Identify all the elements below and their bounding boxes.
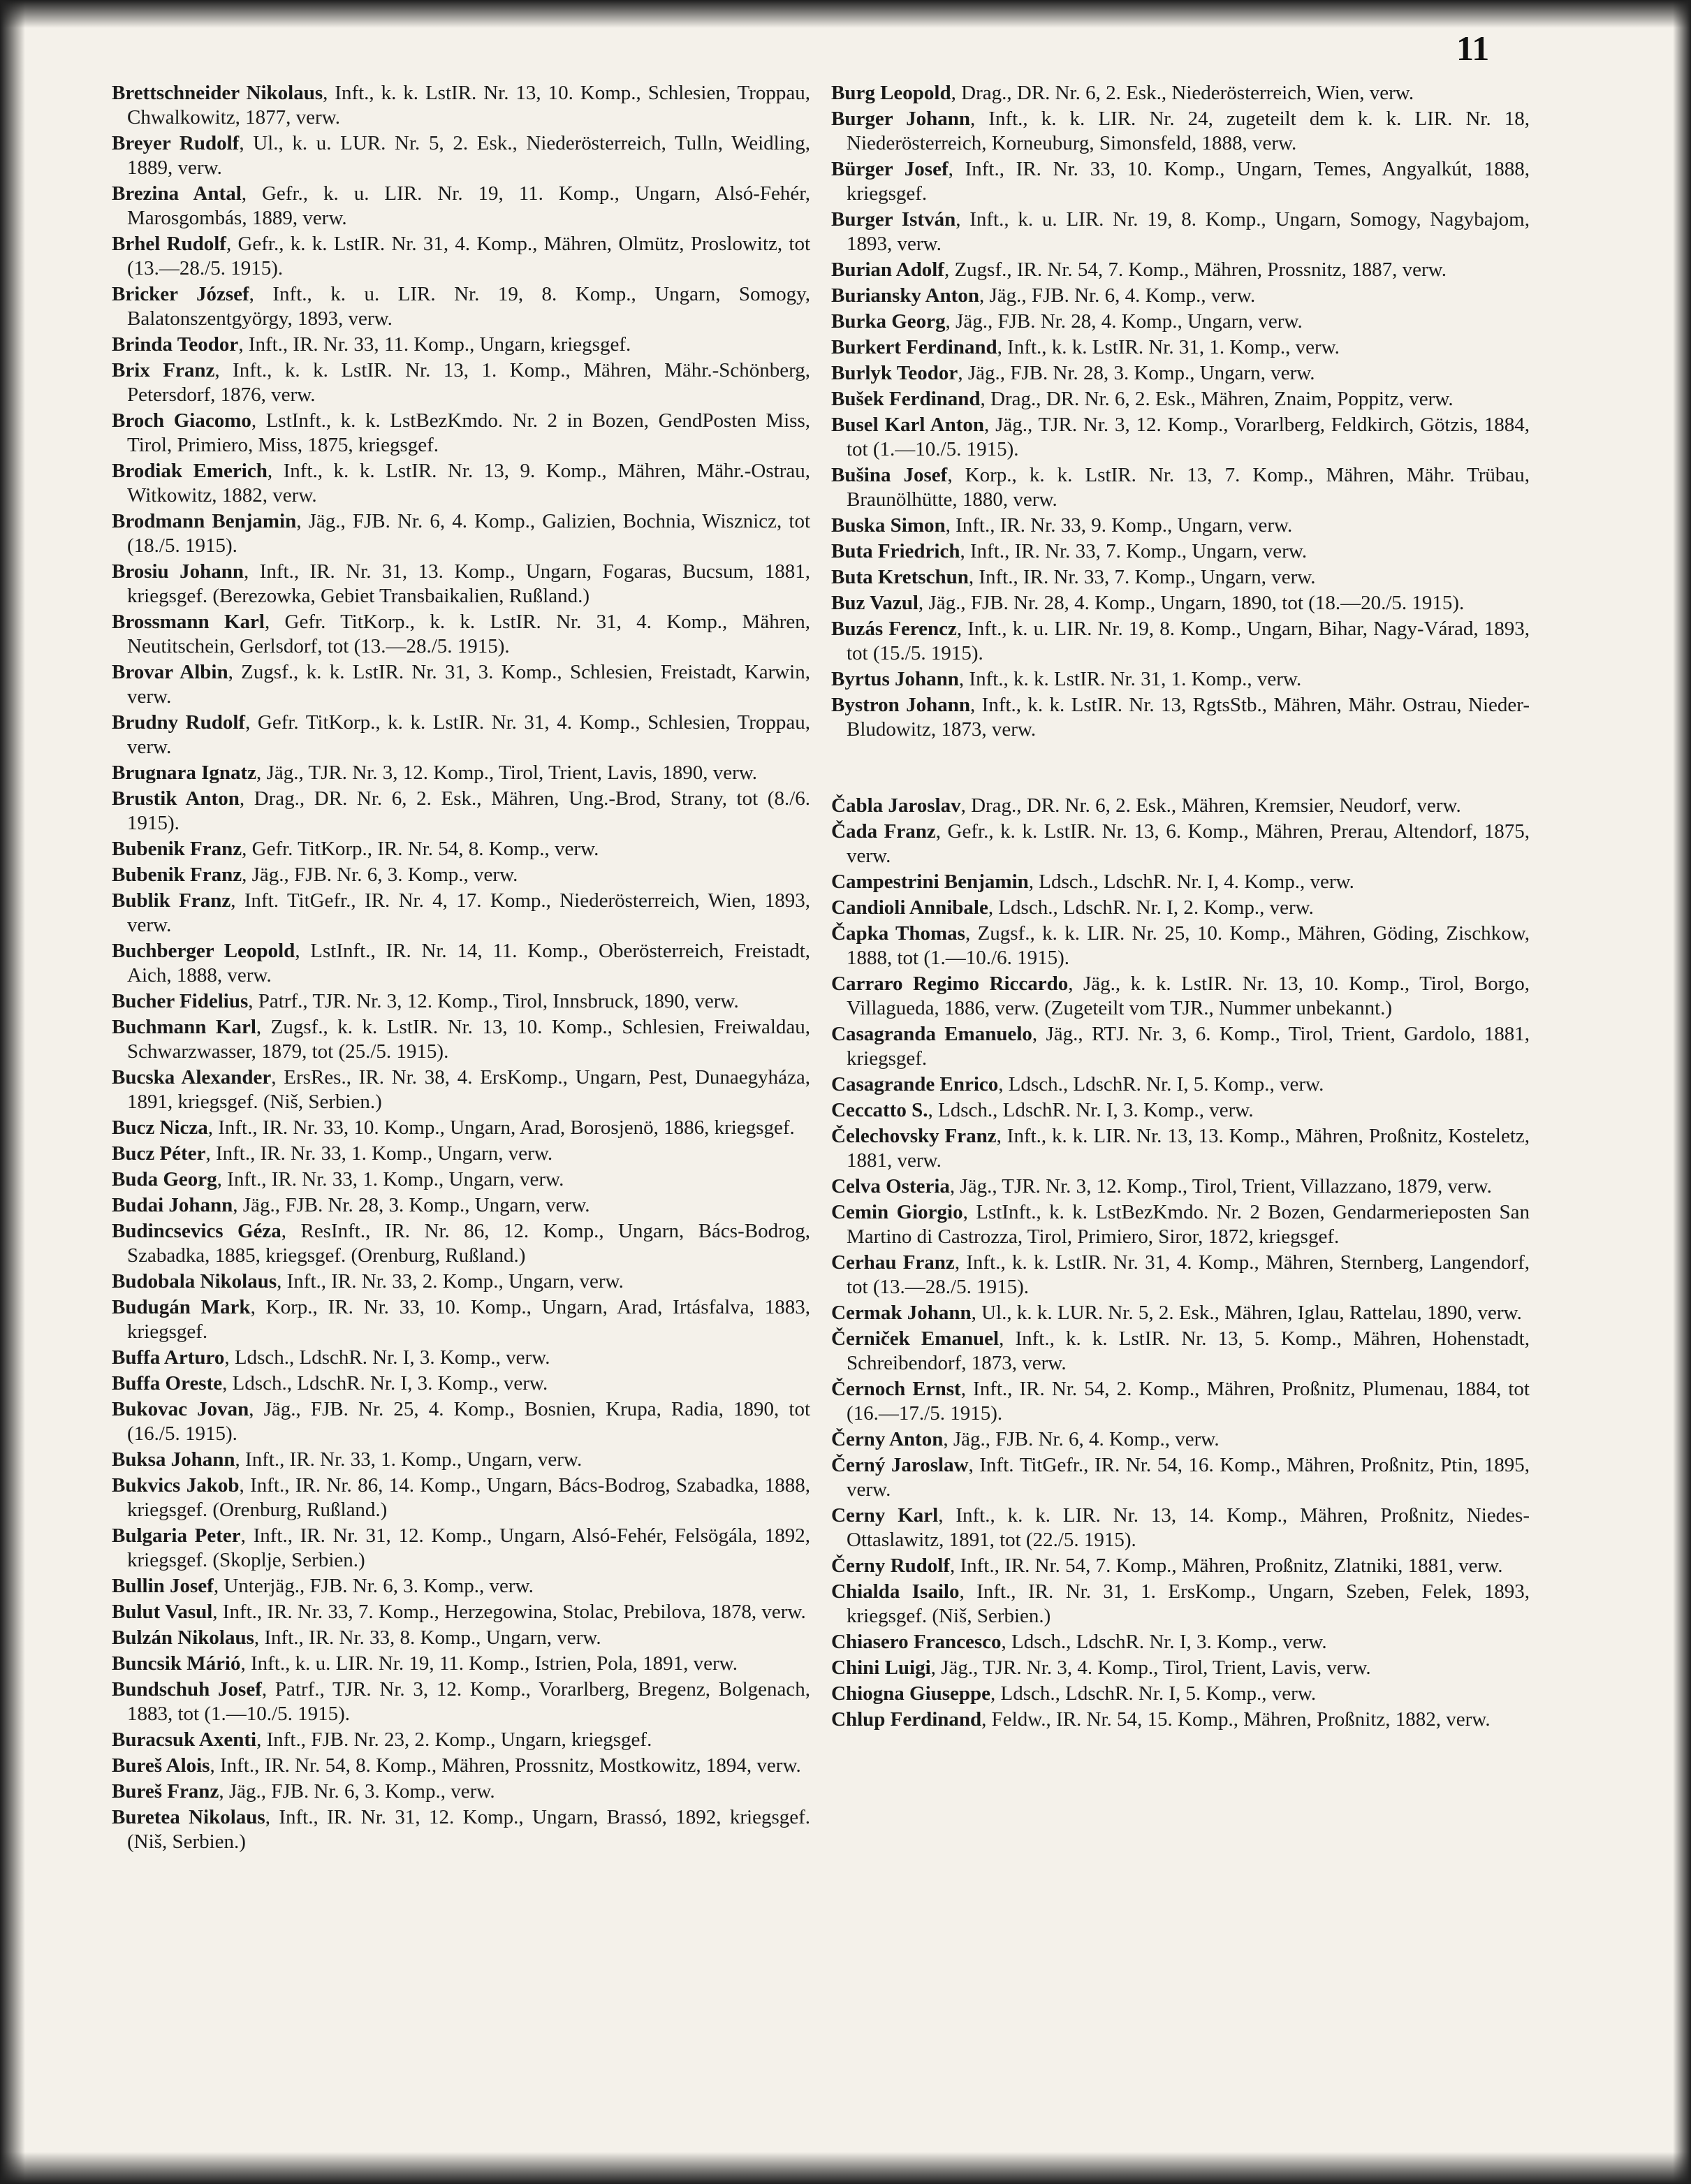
list-entry (831, 514, 1530, 538)
entry-details: , Inft., k. u. LIR. Nr. 19, 8. Komp., Ungarn, Bihar, Nagy-Várad, 1893, tot (15./5. 1915). (847, 618, 1530, 664)
list-entry (831, 1427, 1530, 1452)
entry-details: , Inft., IR. Nr. 33, 7. Komp., Ungarn, verw. (968, 566, 1316, 588)
list-entry (831, 1174, 1530, 1199)
entry-name: Buncsik Márió (112, 1652, 241, 1675)
entry-details: , Inft., k. k. LstIR. Nr. 31, 1. Komp., verw. (958, 668, 1302, 690)
list-entry (112, 1269, 810, 1294)
entry-name: Buta Friedrich (831, 540, 960, 562)
entry-details: , Ul., k. k. LUR. Nr. 5, 2. Esk., Mähren, Iglau, Rattelau, 1890, verw. (971, 1302, 1522, 1324)
list-entry (112, 1065, 810, 1114)
entry-name: Cermak Johann (831, 1302, 972, 1324)
entry-name: Buffa Arturo (112, 1346, 225, 1369)
entry-name: Cerhau Franz (831, 1251, 955, 1274)
list-entry (112, 989, 810, 1014)
list-entry (831, 1554, 1530, 1578)
list-entry (831, 463, 1530, 512)
entry-details: , Jäg., FJB. Nr. 6, 4. Komp., Galizien, Bochnia, Wisznicz, tot (18./5. 1915). (127, 510, 810, 557)
list-entry (831, 1630, 1530, 1654)
entry-details: , Inft., k. k. LstIR. Nr. 31, 4. Komp., Mähren, Sternberg, Langendorf, tot (13.—28./5. 1915). (847, 1251, 1530, 1298)
list-entry (112, 282, 810, 331)
list-entry (112, 1754, 810, 1778)
entry-details: , Inft., IR. Nr. 33, 11. Komp., Ungarn, kriegsgef. (238, 333, 631, 356)
entry-name: Brossmann Karl (112, 611, 265, 633)
list-entry (112, 939, 810, 988)
entry-details: , Inft., IR. Nr. 54, 8. Komp., Mähren, Prossnitz, Mostkowitz, 1894, verw. (210, 1754, 801, 1777)
list-entry (831, 1327, 1530, 1376)
list-entry (831, 1072, 1530, 1097)
entry-name: Bullin Josef (112, 1575, 214, 1597)
list-entry (831, 972, 1530, 1021)
list-entry (112, 1473, 810, 1522)
entry-details: , Jäg., k. k. LstIR. Nr. 13, 10. Komp., Tirol, Borgo, Villagueda, 1886, verw. (Zugeteilt vom TJR., Nummer unbekannt.) (847, 973, 1530, 1019)
entry-name: Bulut Vasul (112, 1601, 213, 1623)
right-column-b-entries (831, 81, 1530, 742)
entry-name: Bureš Franz (112, 1780, 219, 1803)
page-number: 11 (1456, 29, 1490, 68)
entry-details: , Inft., k. k. LstIR. Nr. 13, RgtsStb., Mähren, Mähr. Ostrau, Nieder-Bludowitz, 1873, verw. (847, 694, 1530, 741)
entry-details: , Drag., DR. Nr. 6, 2. Esk., Mähren, Kremsier, Neudorf, verw. (960, 794, 1461, 817)
entry-details: , Jäg., FJB. Nr. 28, 4. Komp., Ungarn, 1890, tot (18.—20./5. 1915). (918, 592, 1465, 614)
list-entry (831, 565, 1530, 590)
scan-edge-bottom (0, 2152, 1691, 2184)
list-entry (831, 1580, 1530, 1629)
entry-name: Budobala Nikolaus (112, 1270, 277, 1293)
list-entry (831, 157, 1530, 206)
entry-name: Chlup Ferdinand (831, 1708, 982, 1731)
list-entry (831, 539, 1530, 564)
list-entry (112, 1142, 810, 1166)
entry-name: Černy Rudolf (831, 1555, 950, 1577)
list-entry (112, 837, 810, 861)
entry-details: , Inft., IR. Nr. 33, 10. Komp., Ungarn, Arad, Borosjenö, 1886, kriegsgef. (207, 1116, 795, 1139)
entry-name: Casagranda Emanuelo (831, 1023, 1032, 1045)
entry-name: Buchberger Leopold (112, 940, 295, 962)
entry-details: , Jäg., TJR. Nr. 3, 12. Komp., Tirol, Trient, Lavis, 1890, verw. (256, 762, 758, 784)
list-entry (831, 413, 1530, 462)
list-entry (831, 922, 1530, 970)
list-entry (831, 81, 1530, 105)
entry-details: , Jäg., FJB. Nr. 6, 4. Komp., verw. (979, 284, 1256, 307)
entry-name: Buzás Ferencz (831, 618, 957, 640)
list-entry (831, 591, 1530, 616)
entry-details: , Inft., IR. Nr. 86, 14. Komp., Ungarn, Bács-Bodrog, Szabadka, 1888, kriegsgef. (Orenburg, Rußland.) (127, 1474, 810, 1521)
scan-edge-top (0, 0, 1691, 28)
list-entry (112, 1728, 810, 1752)
entry-details: , Korp., IR. Nr. 33, 10. Komp., Ungarn, Arad, Irtásfalva, 1883, kriegsgef. (127, 1296, 810, 1343)
entry-details: , Inft., k. k. LstIR. Nr. 13, 1. Komp., Mähren, Mähr.-Schönberg, Petersdorf, 1876, verw. (127, 359, 810, 406)
entry-name: Bystron Johann (831, 694, 971, 716)
list-entry (831, 1377, 1530, 1426)
entry-name: Bucz Nicza (112, 1116, 208, 1139)
section-gap (831, 743, 1530, 794)
entry-details: , Inft., IR. Nr. 33, 1. Komp., Ungarn, verw. (235, 1448, 583, 1471)
entry-name: Brezina Antal (112, 182, 242, 205)
entry-details: , Inft., IR. Nr. 33, 9. Komp., Ungarn, verw. (945, 514, 1293, 537)
entry-details: , Zugsf., k. k. LstIR. Nr. 13, 10. Komp., Schlesien, Freiwaldau, Schwarzwasser, 1879, tot (25./5. 1915). (127, 1016, 810, 1063)
list-entry (831, 1504, 1530, 1552)
list-entry (112, 660, 810, 709)
list-entry (112, 863, 810, 887)
entry-details: , Inft., k. k. LIR. Nr. 13, 13. Komp., Mähren, Proßnitz, Kosteletz, 1881, verw. (847, 1125, 1530, 1172)
list-entry (112, 1524, 810, 1573)
entry-name: Budai Johann (112, 1194, 233, 1216)
entry-name: Bukvics Jakob (112, 1474, 240, 1497)
list-entry (112, 711, 810, 759)
entry-details: , Inft., k. u. LIR. Nr. 19, 8. Komp., Ungarn, Somogy, Balatonszentgyörgy, 1893, verw. (127, 283, 810, 330)
left-column (112, 81, 810, 1856)
entry-name: Bušina Josef (831, 464, 948, 486)
entry-details: , Drag., DR. Nr. 6, 2. Esk., Mähren, Ung.-Brod, Strany, tot (8./6. 1915). (127, 787, 810, 834)
list-entry (112, 1116, 810, 1140)
entry-details: , Gefr. TitKorp., k. k. LstIR. Nr. 31, 4. Komp., Mähren, Neutitschein, Gerlsdorf, tot (13.—28./5. 1915). (127, 611, 810, 657)
right-column (831, 81, 1530, 1733)
list-entry (831, 284, 1530, 308)
entry-name: Brudny Rudolf (112, 711, 246, 734)
entry-name: Černý Jaroslaw (831, 1454, 969, 1476)
list-entry (831, 1022, 1530, 1071)
entry-name: Burlyk Teodor (831, 362, 958, 384)
entry-name: Burkert Ferdinand (831, 336, 997, 358)
entry-name: Čapka Thomas (831, 922, 965, 945)
scan-edge-left (0, 0, 25, 2184)
entry-details: , Inft., k. u. LIR. Nr. 19, 11. Komp., Istrien, Pola, 1891, verw. (240, 1652, 738, 1675)
entry-name: Brovar Albin (112, 661, 228, 683)
entry-details: , Gefr., k. k. LstIR. Nr. 31, 4. Komp., Mähren, Olmütz, Proslowitz, tot (13.—28./5. 1915). (127, 233, 810, 279)
list-entry (831, 870, 1530, 894)
entry-name: Bubenik Franz (112, 838, 242, 860)
list-entry (112, 1779, 810, 1804)
entry-name: Burger Johann (831, 108, 970, 130)
entry-details: , Gefr. TitKorp., k. k. LstIR. Nr. 31, 4. Komp., Schlesien, Troppau, verw. (127, 711, 810, 758)
entry-name: Bundschuh Josef (112, 1678, 262, 1701)
entry-details: , Inft., FJB. Nr. 23, 2. Komp., Ungarn, kriegsgef. (256, 1728, 652, 1751)
entry-details: , Gefr., k. k. LstIR. Nr. 13, 6. Komp., Mähren, Prerau, Altendorf, 1875, verw. (847, 820, 1530, 867)
entry-name: Cerny Karl (831, 1504, 939, 1527)
entry-details: , Jäg., TJR. Nr. 3, 12. Komp., Tirol, Trient, Villazzano, 1879, verw. (949, 1175, 1492, 1197)
entry-name: Brustik Anton (112, 787, 240, 810)
entry-name: Buchmann Karl (112, 1016, 256, 1038)
entry-details: , Jäg., FJB. Nr. 6, 3. Komp., verw. (219, 1780, 495, 1803)
entry-details: , Ldsch., LdschR. Nr. I, 3. Komp., verw. (1001, 1631, 1327, 1653)
entry-details: , Inft., IR. Nr. 54, 7. Komp., Mähren, Proßnitz, Zlatniki, 1881, verw. (949, 1555, 1503, 1577)
entry-details: , Jäg., FJB. Nr. 25, 4. Komp., Bosnien, Krupa, Radia, 1890, tot (16./5. 1915). (127, 1398, 811, 1445)
entry-name: Bulgaria Peter (112, 1524, 241, 1547)
entry-details: , Inft., k. u. LIR. Nr. 19, 8. Komp., Ungarn, Somogy, Nagybajom, 1893, verw. (847, 208, 1530, 255)
entry-details: , LstInft., k. k. LstBezKmdo. Nr. 2 in Bozen, GendPosten Miss, Tirol, Primiero, Miss, 1875, kriegsgef. (127, 409, 810, 456)
list-entry (831, 361, 1530, 386)
list-entry (831, 1098, 1530, 1123)
list-entry (831, 617, 1530, 666)
entry-details: , Ldsch., LdschR. Nr. I, 3. Komp., verw. (222, 1372, 548, 1395)
list-entry (112, 560, 810, 609)
entry-details: , Ul., k. u. LUR. Nr. 5, 2. Esk., Niederösterreich, Tulln, Weidling, 1889, verw. (127, 132, 810, 179)
entry-name: Brhel Rudolf (112, 233, 226, 255)
entry-name: Cemin Giorgio (831, 1201, 963, 1223)
list-entry (112, 409, 810, 458)
entry-details: , Inft., IR. Nr. 33, 2. Komp., Ungarn, verw. (277, 1270, 624, 1293)
right-column-c-entries (831, 794, 1530, 1732)
entry-details: , Jäg., FJB. Nr. 6, 4. Komp., verw. (943, 1428, 1220, 1450)
entry-details: , Ldsch., LdschR. Nr. I, 5. Komp., verw. (990, 1682, 1317, 1705)
list-entry (112, 1295, 810, 1344)
entry-details: , Zugsf., k. k. LstIR. Nr. 31, 3. Komp., Schlesien, Freistadt, Karwin, verw. (127, 661, 810, 708)
entry-details: , Jäg., FJB. Nr. 28, 3. Komp., Ungarn, verw. (958, 362, 1315, 384)
list-entry (112, 1219, 810, 1268)
list-entry (831, 1301, 1530, 1325)
list-entry (831, 310, 1530, 334)
entry-name: Buksa Johann (112, 1448, 235, 1471)
entry-details: , Inft. TitGefr., IR. Nr. 4, 17. Komp., Niederösterreich, Wien, 1893, verw. (127, 889, 810, 936)
entry-name: Černoch Ernst (831, 1378, 961, 1400)
entry-details: , ResInft., IR. Nr. 86, 12. Komp., Ungarn, Bács-Bodrog, Szabadka, 1885, kriegsgef. (Orenburg, Rußland.) (127, 1220, 810, 1267)
entry-name: Buda Georg (112, 1168, 217, 1191)
entry-name: Bureš Alois (112, 1754, 210, 1777)
list-entry (831, 820, 1530, 868)
entry-name: Buriansky Anton (831, 284, 979, 307)
entry-details: , Ldsch., LdschR. Nr. I, 4. Komp., verw. (1028, 871, 1354, 893)
list-entry (831, 1453, 1530, 1502)
entry-details: , Patrf., TJR. Nr. 3, 12. Komp., Tirol, Innsbruck, 1890, verw. (248, 990, 739, 1012)
entry-details: , Inft., IR. Nr. 33, 1. Komp., Ungarn, verw. (205, 1142, 553, 1165)
entry-details: , Inft., k. k. LstIR. Nr. 13, 10. Komp., Schlesien, Troppau, Chwalkowitz, 1877, verw. (127, 82, 810, 129)
list-entry (112, 1371, 810, 1396)
entry-name: Burger István (831, 208, 956, 231)
entry-details: , Ldsch., LdschR. Nr. I, 5. Komp., verw. (998, 1073, 1324, 1095)
list-entry (831, 794, 1530, 818)
list-entry (831, 1124, 1530, 1173)
entry-details: , Inft., IR. Nr. 33, 7. Komp., Ungarn, verw. (960, 540, 1308, 562)
list-entry (112, 232, 810, 281)
entry-name: Buretea Nikolaus (112, 1806, 265, 1828)
entry-name: Celva Osteria (831, 1175, 950, 1197)
list-entry (112, 1167, 810, 1192)
entry-name: Brodiak Emerich (112, 460, 268, 482)
entry-name: Čada Franz (831, 820, 936, 843)
entry-details: , Inft., k. k. LstIR. Nr. 31, 1. Komp., verw. (997, 336, 1340, 358)
entry-name: Campestrini Benjamin (831, 871, 1029, 893)
scan-edge-right (1673, 0, 1691, 2184)
list-entry (112, 889, 810, 938)
entry-name: Brix Franz (112, 359, 215, 381)
entry-details: , Jäg., FJB. Nr. 6, 3. Komp., verw. (242, 864, 518, 886)
list-entry (831, 1251, 1530, 1300)
entry-details: , Inft., IR. Nr. 54, 2. Komp., Mähren, Proßnitz, Plumenau, 1884, tot (16.—17./5. 1915). (847, 1378, 1530, 1425)
entry-name: Burian Adolf (831, 259, 944, 281)
entry-name: Bucher Fidelius (112, 990, 249, 1012)
entry-details: , Zugsf., IR. Nr. 54, 7. Komp., Mähren, Prossnitz, 1887, verw. (944, 259, 1447, 281)
entry-name: Burg Leopold (831, 82, 951, 104)
entry-details: , Jäg., FJB. Nr. 28, 3. Komp., Ungarn, verw. (233, 1194, 590, 1216)
list-entry (112, 509, 810, 558)
list-entry (831, 387, 1530, 412)
entry-details: , Inft., k. k. LstIR. Nr. 13, 5. Komp., Mähren, Hohenstadt, Schreibendorf, 1873, verw. (847, 1327, 1530, 1374)
entry-name: Chiogna Giuseppe (831, 1682, 991, 1705)
entry-details: , ErsRes., IR. Nr. 38, 4. ErsKomp., Ungarn, Pest, Dunaegyháza, 1891, kriegsgef. (Niš, Serbien.) (127, 1066, 811, 1113)
list-entry (112, 1626, 810, 1650)
list-entry (112, 1574, 810, 1599)
entry-details: , LstInft., IR. Nr. 14, 11. Komp., Oberösterreich, Freistadt, Aich, 1888, verw. (127, 940, 811, 987)
entry-details: , Jäg., TJR. Nr. 3, 4. Komp., Tirol, Trient, Lavis, verw. (930, 1657, 1371, 1679)
list-entry (831, 208, 1530, 256)
entry-details: , Inft., IR. Nr. 33, 10. Komp., Ungarn, Temes, Angyalkút, 1888, kriegsgef. (847, 158, 1530, 205)
list-entry (112, 459, 810, 508)
entry-name: Bušek Ferdinand (831, 388, 981, 410)
entry-details: , Inft., IR. Nr. 31, 13. Komp., Ungarn, Fogaras, Bucsum, 1881, kriegsgef. (Berezowka, Gebiet Transbaikalien, Rußland.) (127, 560, 810, 607)
entry-details: , Jäg., RTJ. Nr. 3, 6. Komp., Tirol, Trient, Gardolo, 1881, kriegsgef. (847, 1023, 1530, 1070)
entry-details: , Inft., IR. Nr. 31, 12. Komp., Ungarn, Alsó-Fehér, Felsögála, 1892, kriegsgef. (Skoplje, Serbien.) (127, 1524, 810, 1571)
list-entry (831, 1200, 1530, 1249)
entry-name: Breyer Rudolf (112, 132, 240, 154)
entry-details: , Inft., IR. Nr. 33, 8. Komp., Ungarn, verw. (254, 1626, 601, 1649)
entry-name: Candioli Annibale (831, 896, 988, 919)
list-entry (831, 667, 1530, 692)
list-entry (112, 1652, 810, 1676)
entry-name: Brettschneider Nikolaus (112, 82, 323, 104)
entry-details: , Korp., k. k. LstIR. Nr. 13, 7. Komp., Mähren, Mähr. Trübau, Braunölhütte, 1880, verw. (847, 464, 1530, 511)
entry-name: Brinda Teodor (112, 333, 239, 356)
entry-details: , Patrf., TJR. Nr. 3, 12. Komp., Vorarlberg, Bregenz, Bolgenach, 1883, tot (1.—10./5. 1915). (127, 1678, 810, 1725)
entry-name: Casagrande Enrico (831, 1073, 999, 1095)
list-entry (112, 1193, 810, 1218)
entry-name: Budugán Mark (112, 1296, 251, 1318)
entry-name: Bukovac Jovan (112, 1398, 249, 1420)
entry-name: Buska Simon (831, 514, 946, 537)
entry-name: Carraro Regimo Riccardo (831, 973, 1069, 995)
list-entry (831, 1708, 1530, 1732)
entry-name: Černiček Emanuel (831, 1327, 1000, 1350)
entry-name: Broch Giacomo (112, 409, 251, 432)
entry-name: Chialda Isailo (831, 1580, 960, 1603)
entry-name: Bucska Alexander (112, 1066, 272, 1089)
entry-details: , Jäg., FJB. Nr. 28, 4. Komp., Ungarn, verw. (945, 310, 1303, 333)
entry-name: Buffa Oreste (112, 1372, 223, 1395)
entry-name: Bulzán Nikolaus (112, 1626, 254, 1649)
entry-name: Burka Georg (831, 310, 946, 333)
list-entry (112, 1397, 810, 1446)
list-entry (831, 335, 1530, 360)
entry-details: , Inft., IR. Nr. 31, 1. ErsKomp., Ungarn, Szeben, Felek, 1893, kriegsgef. (Niš, Serbien.) (847, 1580, 1530, 1627)
list-entry (112, 1015, 810, 1064)
list-entry (112, 358, 810, 407)
entry-details: , Jäg., TJR. Nr. 3, 12. Komp., Vorarlberg, Feldkirch, Götzis, 1884, tot (1.—10./5. 1915). (847, 414, 1530, 460)
entry-name: Ceccatto S. (831, 1099, 928, 1121)
list-entry (831, 258, 1530, 282)
entry-details: , Inft., IR. Nr. 31, 12. Komp., Ungarn, Brassó, 1892, kriegsgef. (Niš, Serbien.) (127, 1806, 811, 1853)
entry-name: Brugnara Ignatz (112, 762, 257, 784)
entry-details: , Inft. TitGefr., IR. Nr. 54, 16. Komp., Mähren, Proßnitz, Ptin, 1895, verw. (847, 1454, 1530, 1501)
entry-details: , Inft., IR. Nr. 33, 1. Komp., Ungarn, verw. (217, 1168, 564, 1191)
list-entry (112, 1805, 810, 1854)
entry-details: , Ldsch., LdschR. Nr. I, 3. Komp., verw. (224, 1346, 550, 1369)
list-entry (831, 107, 1530, 156)
list-entry (112, 787, 810, 836)
entry-name: Buta Kretschun (831, 566, 969, 588)
entry-details: , Ldsch., LdschR. Nr. I, 2. Komp., verw. (988, 896, 1314, 919)
list-entry (112, 81, 810, 130)
entry-details: , Gefr., k. u. LIR. Nr. 19, 11. Komp., Ungarn, Alsó-Fehér, Marosgombás, 1889, verw. (127, 182, 810, 229)
list-entry (112, 1600, 810, 1624)
entry-details: , Inft., k. k. LIR. Nr. 24, zugeteilt dem k. k. LIR. Nr. 18, Niederösterreich, Korneuburg, Simonsfeld, 1888, verw. (847, 108, 1530, 154)
list-entry (112, 1677, 810, 1726)
entry-details: , LstInft., k. k. LstBezKmdo. Nr. 2 Bozen, Gendarmerieposten San Martino di Castrozza, Tirol, Primiero, Siror, 1872, kriegsgef. (847, 1201, 1530, 1248)
list-entry (831, 1656, 1530, 1680)
entry-details: , Drag., DR. Nr. 6, 2. Esk., Niederösterreich, Wien, verw. (951, 82, 1414, 104)
list-entry (831, 896, 1530, 920)
list-entry (112, 182, 810, 231)
entry-name: Bricker József (112, 283, 249, 305)
entry-name: Buracsuk Axenti (112, 1728, 257, 1751)
entry-name: Bubenik Franz (112, 864, 242, 886)
list-entry (112, 1448, 810, 1472)
entry-name: Brodmann Benjamin (112, 510, 297, 532)
entry-name: Budincsevics Géza (112, 1220, 281, 1242)
entry-name: Busel Karl Anton (831, 414, 985, 436)
entry-details: , Feldw., IR. Nr. 54, 15. Komp., Mähren, Proßnitz, 1882, verw. (981, 1708, 1491, 1731)
entry-name: Čabla Jaroslav (831, 794, 961, 817)
entry-name: Chiasero Francesco (831, 1631, 1002, 1653)
entry-details: , Zugsf., k. k. LIR. Nr. 25, 10. Komp., Mähren, Göding, Zischkow, 1888, tot (1.—10./6. 1915). (847, 922, 1530, 969)
entry-name: Brosiu Johann (112, 560, 244, 583)
list-entry (112, 761, 810, 785)
entry-name: Buz Vazul (831, 592, 918, 614)
entry-name: Černy Anton (831, 1428, 944, 1450)
entry-details: , Ldsch., LdschR. Nr. I, 3. Komp., verw. (928, 1099, 1254, 1121)
list-entry (831, 1682, 1530, 1706)
list-entry (112, 610, 810, 659)
entry-details: , Inft., k. k. LstIR. Nr. 13, 9. Komp., Mähren, Mähr.-Ostrau, Witkowitz, 1882, verw. (127, 460, 810, 507)
list-entry (112, 131, 810, 180)
entry-details: , Drag., DR. Nr. 6, 2. Esk., Mähren, Znaim, Poppitz, verw. (980, 388, 1454, 410)
entry-name: Bucz Péter (112, 1142, 206, 1165)
entry-name: Bublik Franz (112, 889, 231, 912)
entry-details: , Unterjäg., FJB. Nr. 6, 3. Komp., verw. (213, 1575, 534, 1597)
list-entry (112, 333, 810, 357)
entry-name: Byrtus Johann (831, 668, 959, 690)
entry-name: Čelechovsky Franz (831, 1125, 997, 1147)
entry-details: , Inft., IR. Nr. 33, 7. Komp., Herzegowina, Stolac, Prebilova, 1878, verw. (212, 1601, 806, 1623)
list-entry (831, 693, 1530, 742)
entry-name: Bürger Josef (831, 158, 949, 180)
entry-details: , Gefr. TitKorp., IR. Nr. 54, 8. Komp., verw. (242, 838, 599, 860)
entry-details: , Inft., k. k. LIR. Nr. 13, 14. Komp., Mähren, Proßnitz, Niedes-Ottaslawitz, 1891, tot (22./5. 1915). (847, 1504, 1530, 1551)
entry-name: Chini Luigi (831, 1657, 931, 1679)
list-entry (112, 1346, 810, 1370)
